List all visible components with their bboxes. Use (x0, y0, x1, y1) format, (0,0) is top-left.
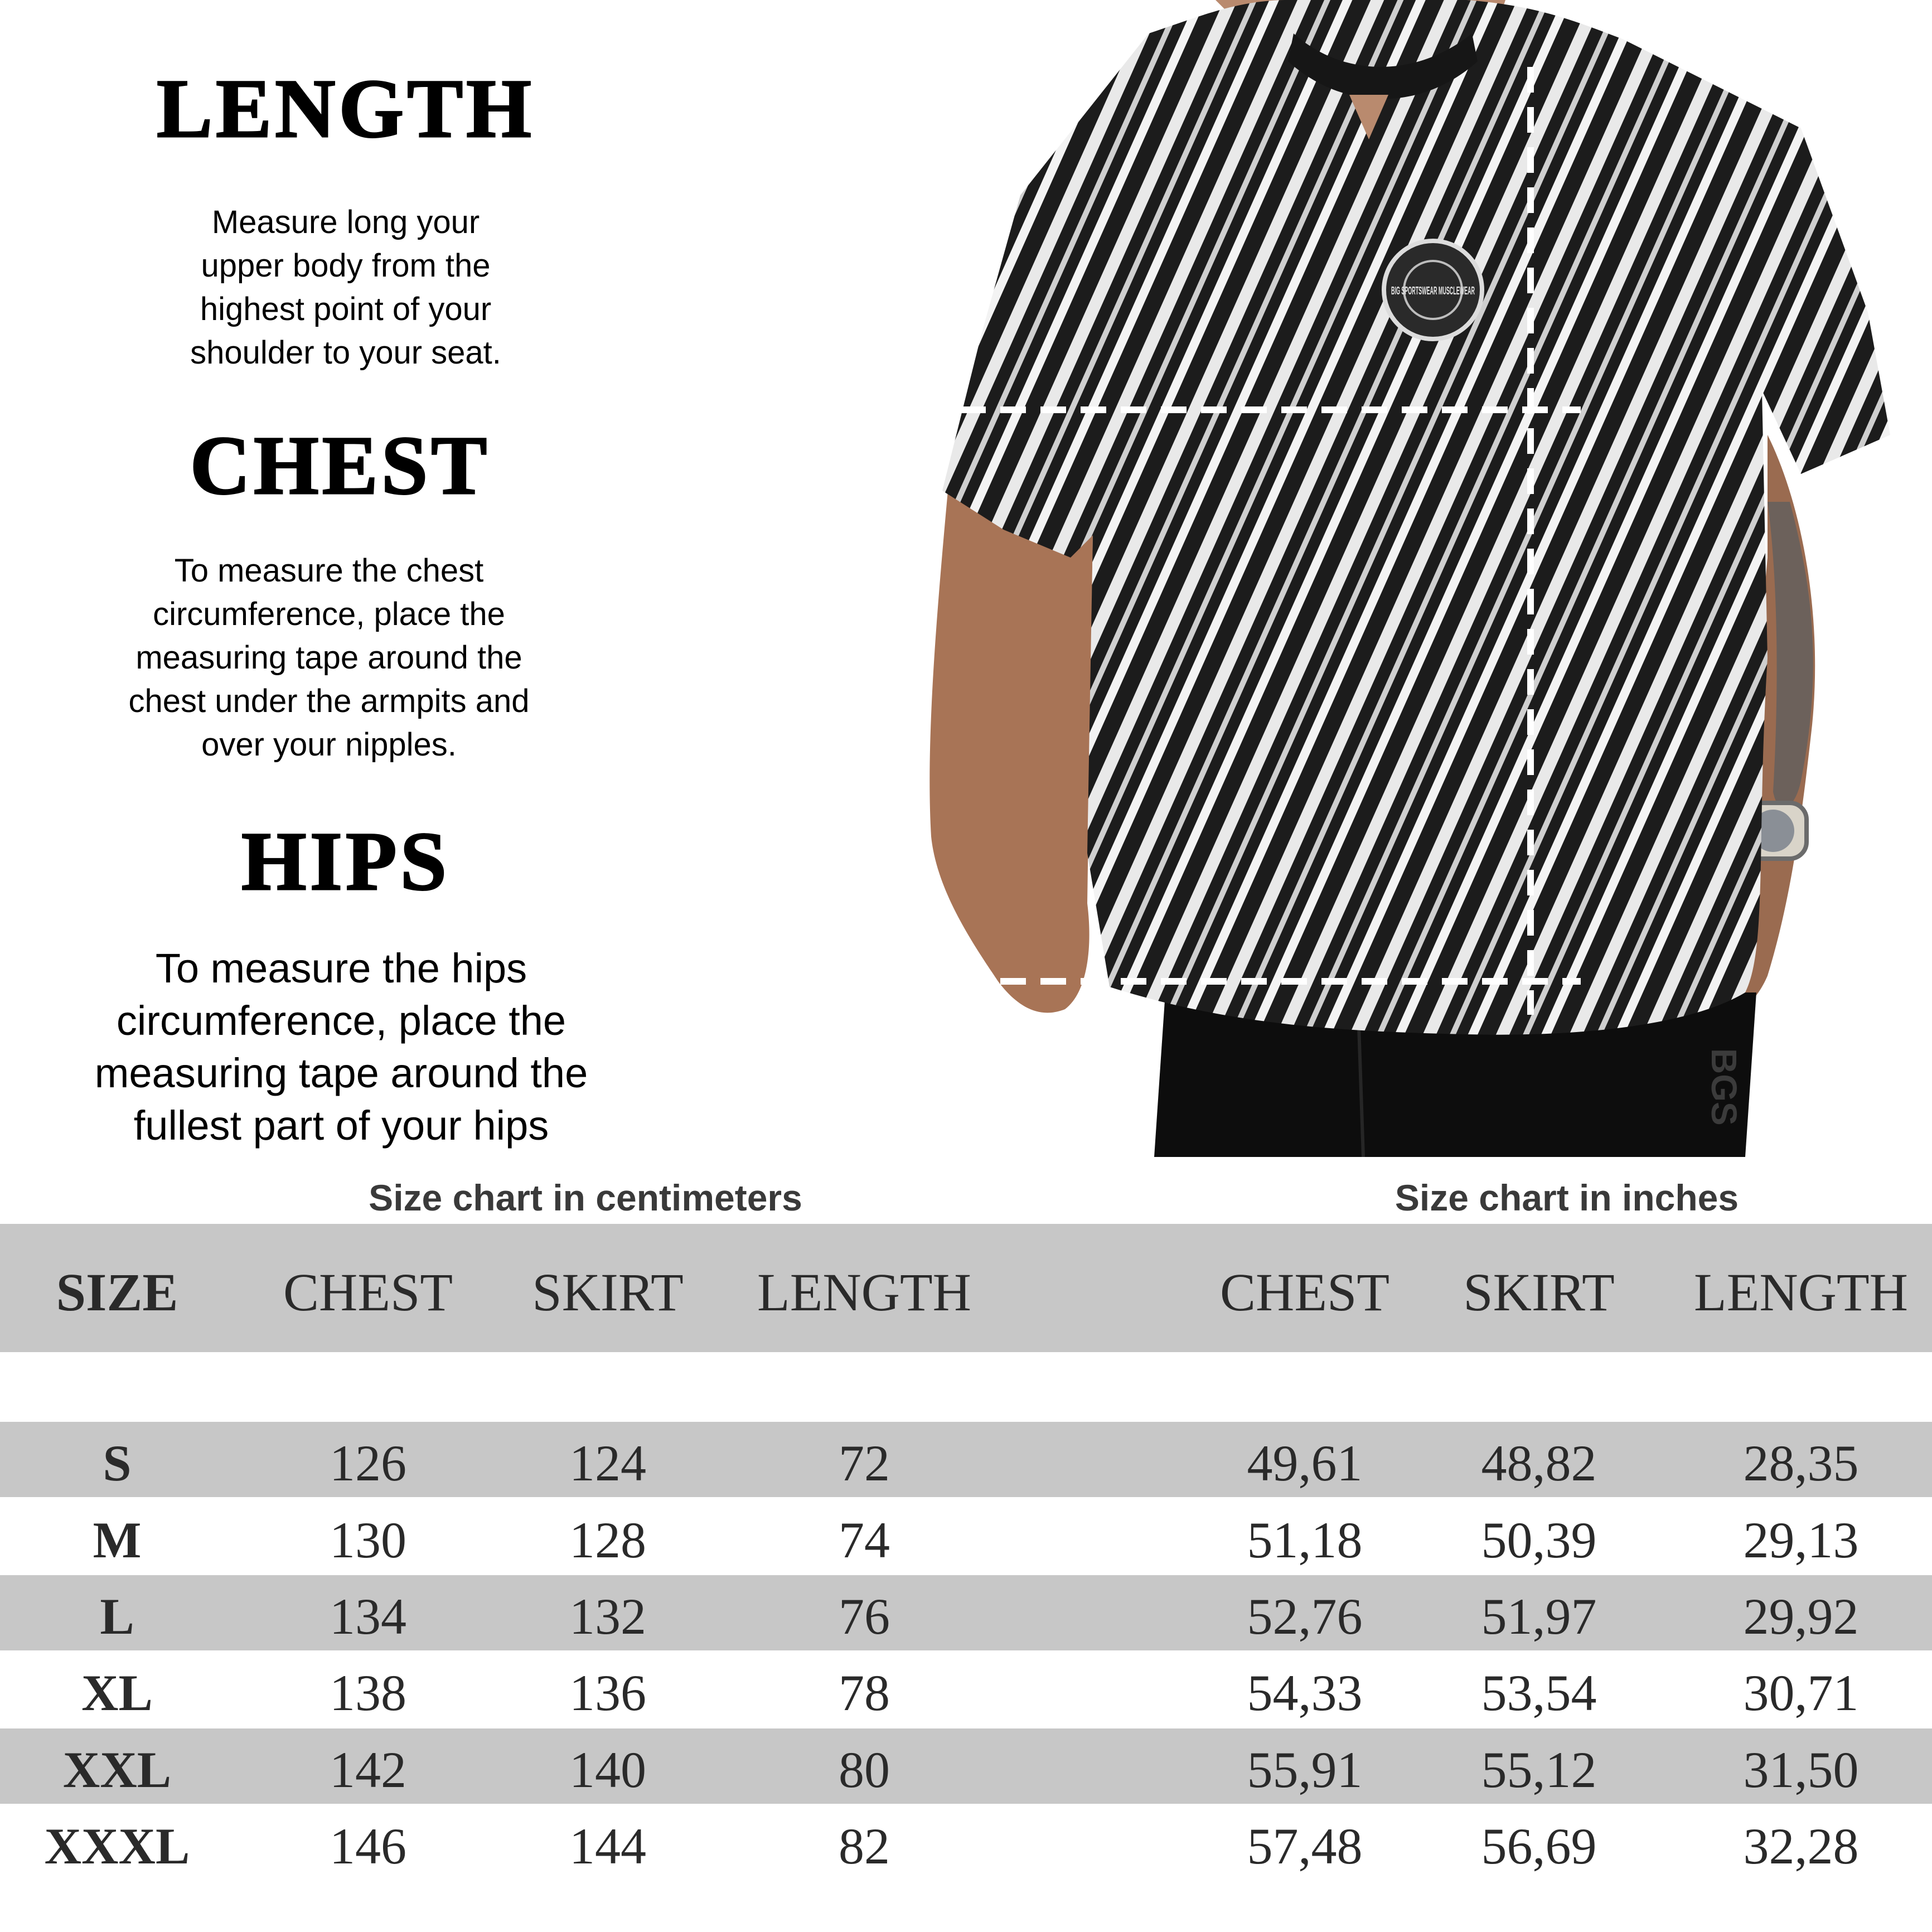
cm-skirt-cell: 128 (569, 1512, 646, 1568)
chest-line: circumference, place the (153, 596, 505, 632)
length-line: shoulder to your seat. (190, 335, 501, 371)
cm-length-cell: 72 (839, 1435, 890, 1492)
header-size: SIZE (56, 1262, 178, 1322)
cm-skirt-cell: 132 (569, 1588, 646, 1645)
cm-chest-cell: 142 (330, 1741, 406, 1798)
size-cell: XXL (62, 1741, 172, 1798)
hips-line: fullest part of your hips (133, 1102, 549, 1149)
hips-description (62, 942, 620, 1152)
header-inch-length: LENGTH (1694, 1262, 1908, 1322)
cm-chest-cell: 138 (330, 1664, 406, 1721)
inch-chest-cell: 52,76 (1247, 1588, 1363, 1645)
inch-chest-cell: 57,48 (1247, 1818, 1363, 1875)
length-line: Measure long your (211, 204, 480, 240)
cm-chart-caption: Size chart in centimeters (369, 1177, 802, 1218)
chest-line: To measure the chest (174, 553, 484, 589)
brand-logo (1384, 241, 1482, 339)
cm-chest-cell: 134 (330, 1588, 406, 1645)
inch-length-cell: 31,50 (1743, 1741, 1859, 1798)
inch-chart-caption: Size chart in inches (1394, 1177, 1739, 1218)
cm-length-cell: 74 (839, 1512, 890, 1568)
hips-heading: HIPS (241, 815, 451, 908)
length-line: highest point of your (200, 291, 492, 327)
inch-skirt-cell: 56,69 (1481, 1818, 1597, 1875)
length-line: upper body from the (201, 248, 491, 284)
cm-skirt-cell: 124 (569, 1435, 646, 1492)
header-cm-length: LENGTH (757, 1262, 971, 1322)
cm-skirt-cell: 136 (569, 1664, 646, 1721)
inch-chest-cell: 49,61 (1247, 1435, 1363, 1492)
inch-chest-cell: 54,33 (1247, 1664, 1363, 1721)
inch-skirt-cell: 48,82 (1481, 1435, 1597, 1492)
inch-length-cell: 28,35 (1743, 1435, 1859, 1492)
size-cell: XL (81, 1664, 153, 1721)
chest-line: measuring tape around the (135, 640, 522, 676)
inch-length-cell: 32,28 (1743, 1818, 1859, 1875)
inch-chest-cell: 51,18 (1247, 1512, 1363, 1568)
inch-length-cell: 29,13 (1743, 1512, 1859, 1568)
inch-chest-cell: 55,91 (1247, 1741, 1363, 1798)
hips-line: measuring tape around the (94, 1050, 588, 1096)
header-cm-skirt: SKIRT (532, 1262, 684, 1322)
length-heading: LENGTH (157, 62, 535, 155)
hips-line: To measure the hips (155, 945, 527, 991)
size-cell: XXXL (44, 1818, 190, 1875)
cm-chest-cell: 146 (330, 1818, 406, 1875)
model-photo (853, 0, 1932, 1157)
inch-length-cell: 30,71 (1743, 1664, 1859, 1721)
inch-skirt-cell: 53,54 (1481, 1664, 1597, 1721)
chest-heading: CHEST (190, 419, 491, 512)
svg-text:BIG SPORTSWEAR MUSCLEWEAR: BIG SPORTSWEAR MUSCLEWEAR (1391, 285, 1475, 297)
cm-chest-cell: 130 (330, 1512, 406, 1568)
cm-chest-cell: 126 (330, 1435, 406, 1492)
chest-description (78, 549, 580, 767)
inch-skirt-cell: 50,39 (1481, 1512, 1597, 1568)
cm-length-cell: 76 (839, 1588, 890, 1645)
length-description (95, 201, 597, 375)
header-inch-skirt: SKIRT (1463, 1262, 1615, 1322)
cm-length-cell: 82 (839, 1818, 890, 1875)
chest-line: over your nipples. (201, 727, 457, 763)
inch-length-cell: 29,92 (1743, 1588, 1859, 1645)
cm-length-cell: 80 (839, 1741, 890, 1798)
size-cell: S (103, 1435, 132, 1492)
cm-skirt-cell: 144 (569, 1818, 646, 1875)
pants-print: BGS (1704, 1048, 1744, 1126)
inch-skirt-cell: 55,12 (1481, 1741, 1597, 1798)
cm-skirt-cell: 140 (569, 1741, 646, 1798)
cm-length-cell: 78 (839, 1664, 890, 1721)
header-inch-chest: CHEST (1219, 1262, 1390, 1322)
chest-line: chest under the armpits and (128, 683, 530, 719)
inch-skirt-cell: 51,97 (1481, 1588, 1597, 1645)
size-cell: L (100, 1588, 134, 1645)
size-cell: M (93, 1512, 142, 1568)
hips-line: circumference, place the (116, 998, 566, 1044)
header-cm-chest: CHEST (283, 1262, 453, 1322)
